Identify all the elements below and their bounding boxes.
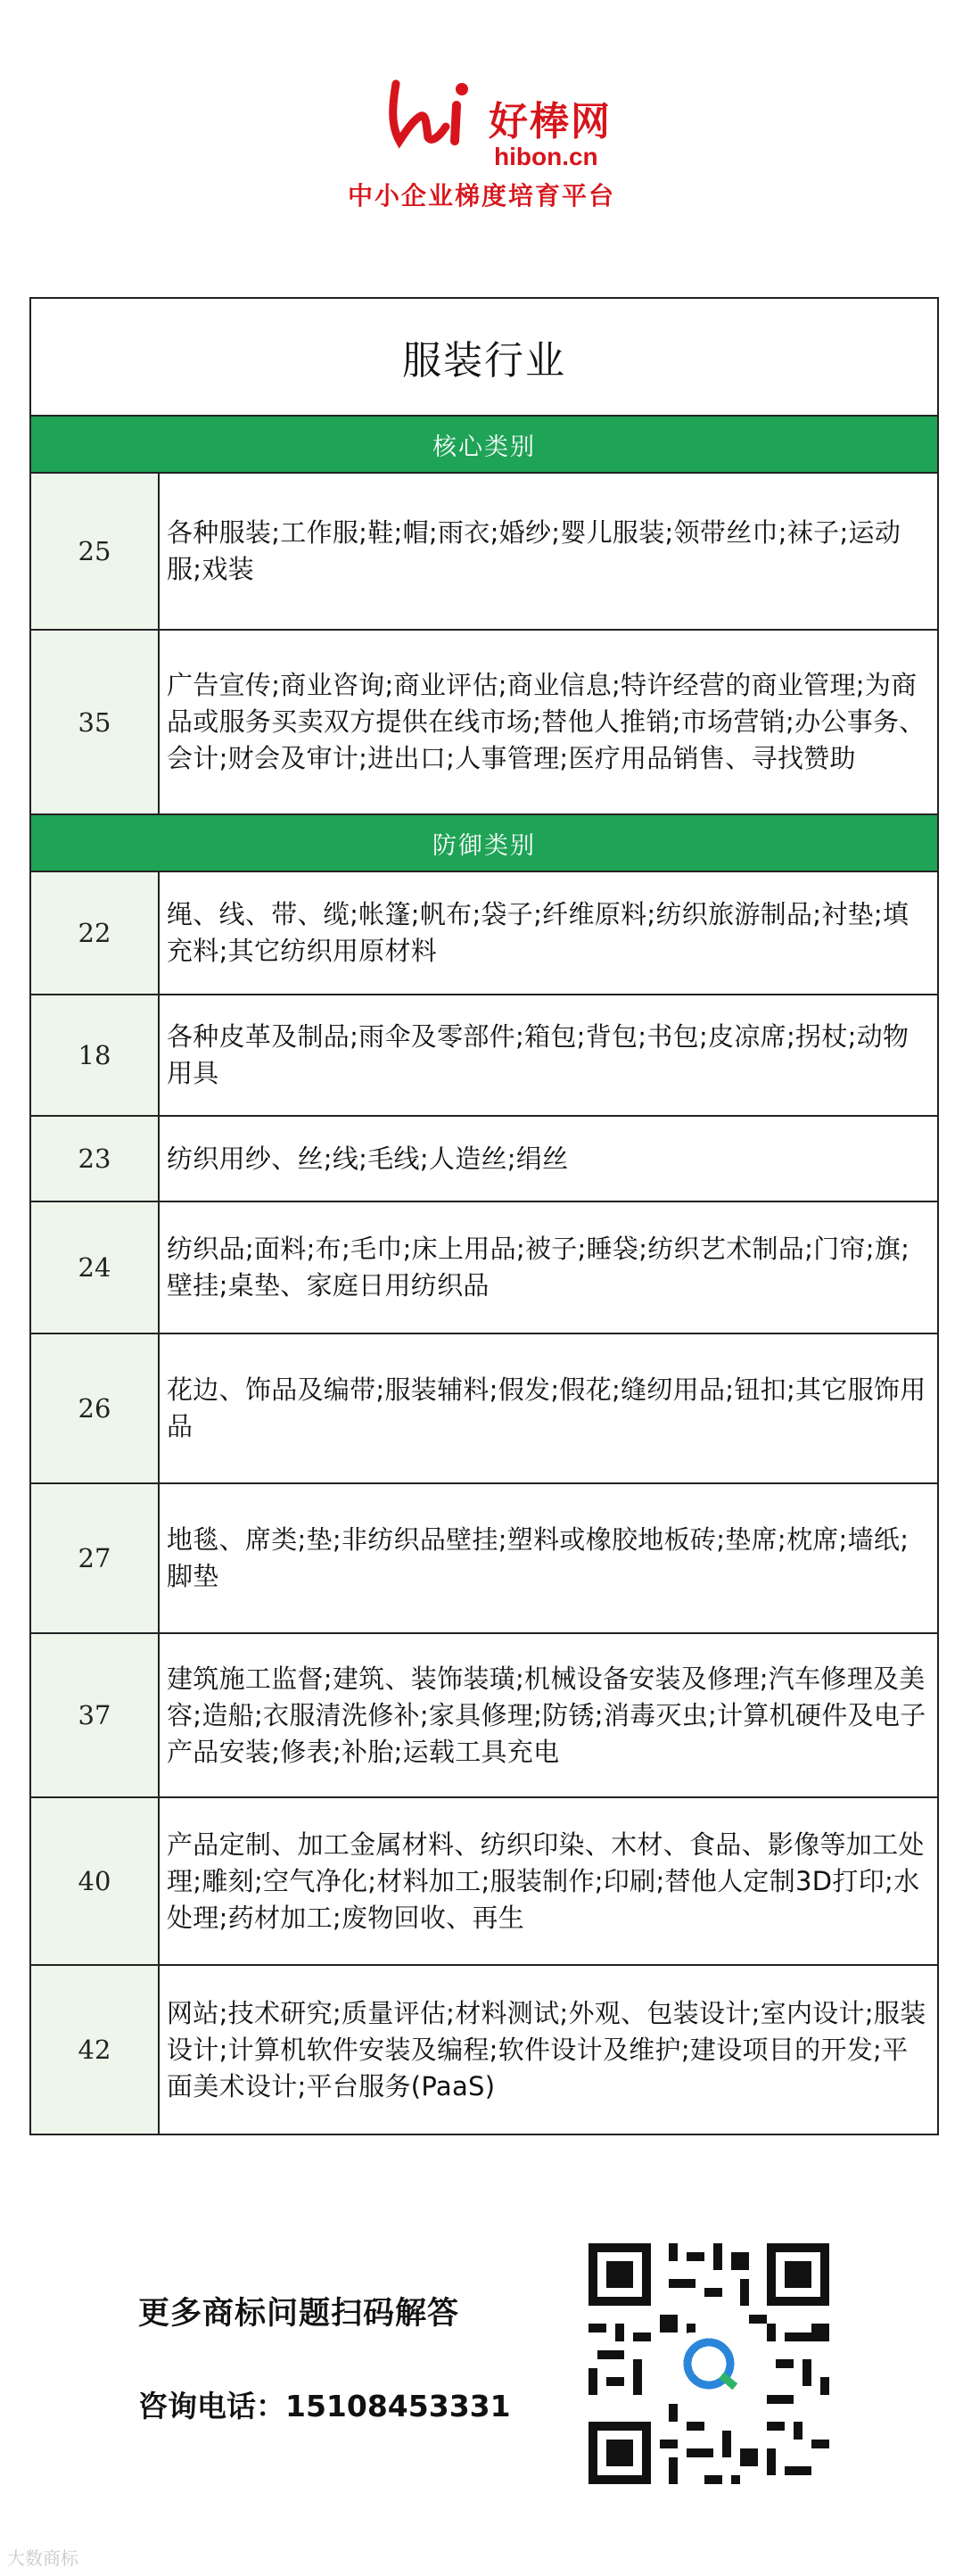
- class-number: 40: [31, 1798, 160, 1964]
- contact-phone: 咨询电话：15108453331: [138, 2389, 511, 2423]
- class-description: 绳、线、带、缆;帐篷;帆布;袋子;纤维原料;纺织旅游制品;衬垫;填充料;其它纺织用原材料: [167, 899, 910, 966]
- table-row: [31, 872, 937, 995]
- table-row: [31, 631, 937, 815]
- trademark-class-table: [29, 297, 939, 2135]
- brand-domain: hibon.cn: [494, 143, 598, 170]
- class-description: 各种皮革及制品;雨伞及零部件;箱包;背包;书包;皮凉席;拐杖;动物用具: [167, 1021, 910, 1088]
- watermark-text: 大数商标: [7, 2547, 78, 2569]
- table-row: [31, 995, 937, 1117]
- qr-code-icon[interactable]: [580, 2234, 838, 2493]
- class-number: 22: [31, 872, 160, 994]
- hibon-logo-icon: [383, 78, 490, 150]
- table-row: [31, 1334, 937, 1484]
- table-title: 服装行业: [31, 299, 937, 417]
- class-description: 建筑施工监督;建筑、装饰装璜;机械设备安装及修理;汽车修理及美容;造船;衣服清洗修补;家具修理;防锈;消毒灭虫;计算机硬件及电子产品安装;修表;补胎;运载工具充电: [167, 1663, 926, 1767]
- section-header-defense: 防御类别: [31, 815, 937, 872]
- table-row: [31, 1634, 937, 1798]
- class-number: 42: [31, 1966, 160, 2134]
- class-number: 18: [31, 995, 160, 1115]
- class-number: 25: [31, 474, 160, 629]
- table-row: [31, 1484, 937, 1634]
- class-description: 产品定制、加工金属材料、纺织印染、木材、食品、影像等加工处理;雕刻;空气净化;材料加工;服装制作;印刷;替他人定制3D打印;水处理;药材加工;废物回收、再生: [167, 1829, 925, 1933]
- class-number: 24: [31, 1202, 160, 1333]
- class-number: 37: [31, 1634, 160, 1796]
- header: [0, 0, 963, 294]
- class-number: 27: [31, 1484, 160, 1632]
- qr-prompt-text: 更多商标问题扫码解答: [138, 2296, 460, 2332]
- brand-tagline: 中小企业梯度培育平台: [347, 181, 615, 211]
- table-row: [31, 1202, 937, 1334]
- section-header-core: 核心类别: [31, 417, 937, 474]
- table-row: [31, 1117, 937, 1202]
- table-row: [31, 1798, 937, 1966]
- class-description: 纺织用纱、丝;线;毛线;人造丝;绢丝: [167, 1143, 569, 1174]
- class-description: 地毯、席类;垫;非纺织品壁挂;塑料或橡胶地板砖;垫席;枕席;墙纸;脚垫: [167, 1524, 910, 1591]
- table-row: [31, 1966, 937, 2134]
- class-description: 纺织品;面料;布;毛巾;床上用品;被子;睡袋;纺织艺术制品;门帘;旗;壁挂;桌垫、家庭日用纺织品: [167, 1234, 910, 1300]
- class-number: 35: [31, 631, 160, 813]
- brand-logo-text: 好棒网: [489, 99, 612, 144]
- table-row: [31, 474, 937, 631]
- class-description: 网站;技术研究;质量评估;材料测试;外观、包装设计;室内设计;服装设计;计算机软件安装及编程;软件设计及维护;建设项目的开发;平面美术设计;平台服务(PaaS): [167, 1997, 926, 2101]
- class-description: 广告宣传;商业咨询;商业评估;商业信息;特许经营的商业管理;为商品或服务买卖双方提供在线市场;替他人推销;市场营销;办公事务、会计;财会及审计;进出口;人事管理;医疗用品销售、寻找赞助: [167, 670, 926, 773]
- class-description: 各种服装;工作服;鞋;帽;雨衣;婚纱;婴儿服装;领带丝巾;袜子;运动服;戏装: [167, 517, 901, 584]
- class-number: 26: [31, 1334, 160, 1482]
- class-number: 23: [31, 1117, 160, 1201]
- class-description: 花边、饰品及编带;服装辅料;假发;假花;缝纫用品;钮扣;其它服饰用品: [167, 1375, 926, 1441]
